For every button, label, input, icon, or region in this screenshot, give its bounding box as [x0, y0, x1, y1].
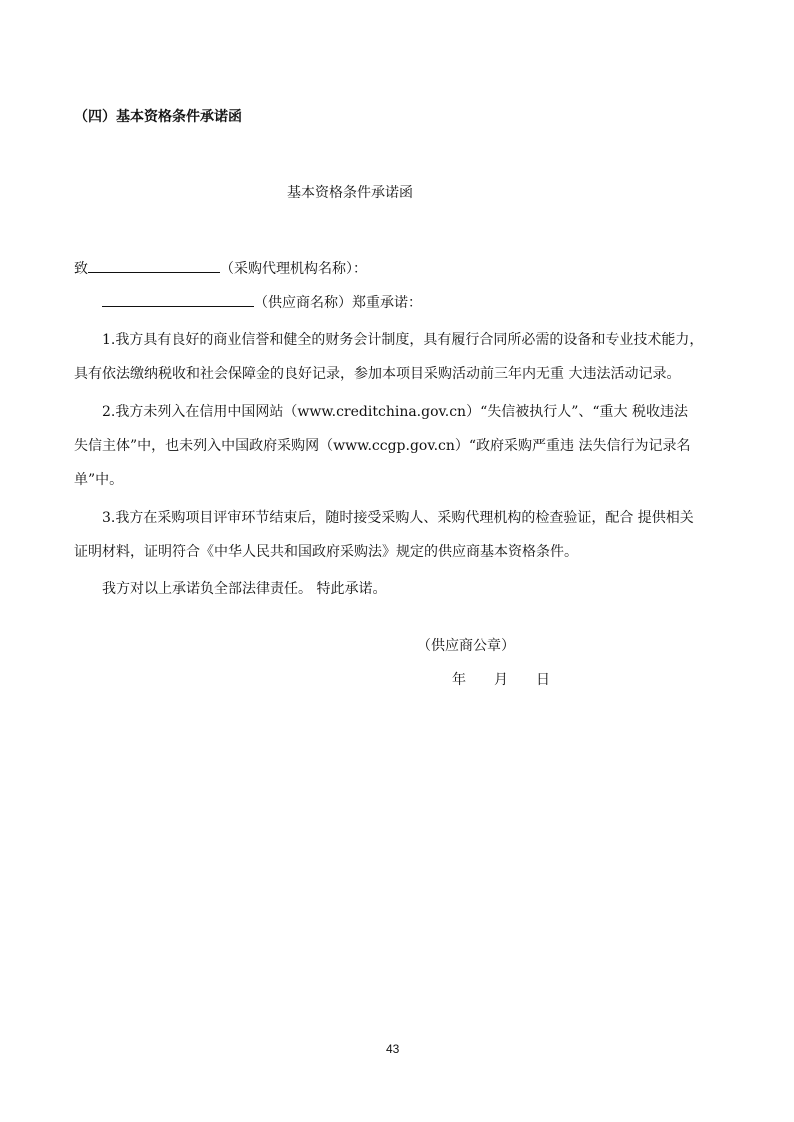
addressee-line: [74, 259, 367, 278]
supplier-seal: （供应商公章）: [417, 638, 515, 654]
paragraph-2-line-1: 2.我方未列入在信用中国网站（www.creditchina.gov.cn）“失信被执行人”、“重大 税收违法: [102, 404, 688, 420]
supplier-line: [102, 293, 422, 312]
supplier-name-blank[interactable]: [102, 293, 254, 307]
agency-name-blank[interactable]: [88, 259, 220, 273]
page-number: 43: [386, 1042, 400, 1056]
paragraph-2-line-2: 失信主体”中，也未列入中国政府采购网（www.ccgp.gov.cn）“政府采购严重违 法失信行为记录名: [74, 438, 691, 454]
addressee-suffix: （采购代理机构名称）：: [220, 261, 367, 277]
paragraph-2-line-3: 单”中。: [74, 472, 124, 488]
document-title: 基本资格条件承诺函: [287, 185, 413, 201]
closing-statement: 我方对以上承诺负全部法律责任。 特此承诺。: [102, 581, 387, 597]
paragraph-1-line-2: 具有依法缴纳税收和社会保障金的良好记录，参加本项目采购活动前三年内无重 大违法活动记录。: [74, 366, 681, 382]
date-line: 年 月 日: [452, 672, 550, 688]
section-heading: （四）基本资格条件承诺函: [74, 109, 242, 125]
paragraph-3-line-2: 证明材料，证明符合《中华人民共和国政府采购法》规定的供应商基本资格条件。: [74, 544, 578, 560]
addressee-prefix: 致: [74, 261, 88, 277]
supplier-suffix: （供应商名称）郑重承诺：: [254, 295, 422, 311]
paragraph-3-line-1: 3.我方在采购项目评审环节结束后，随时接受采购人、采购代理机构的检查验证，配合 提供相关: [102, 510, 694, 526]
paragraph-1-line-1: 1.我方具有良好的商业信誉和健全的财务会计制度，具有履行合同所必需的设备和专业技术能力，: [102, 332, 704, 348]
